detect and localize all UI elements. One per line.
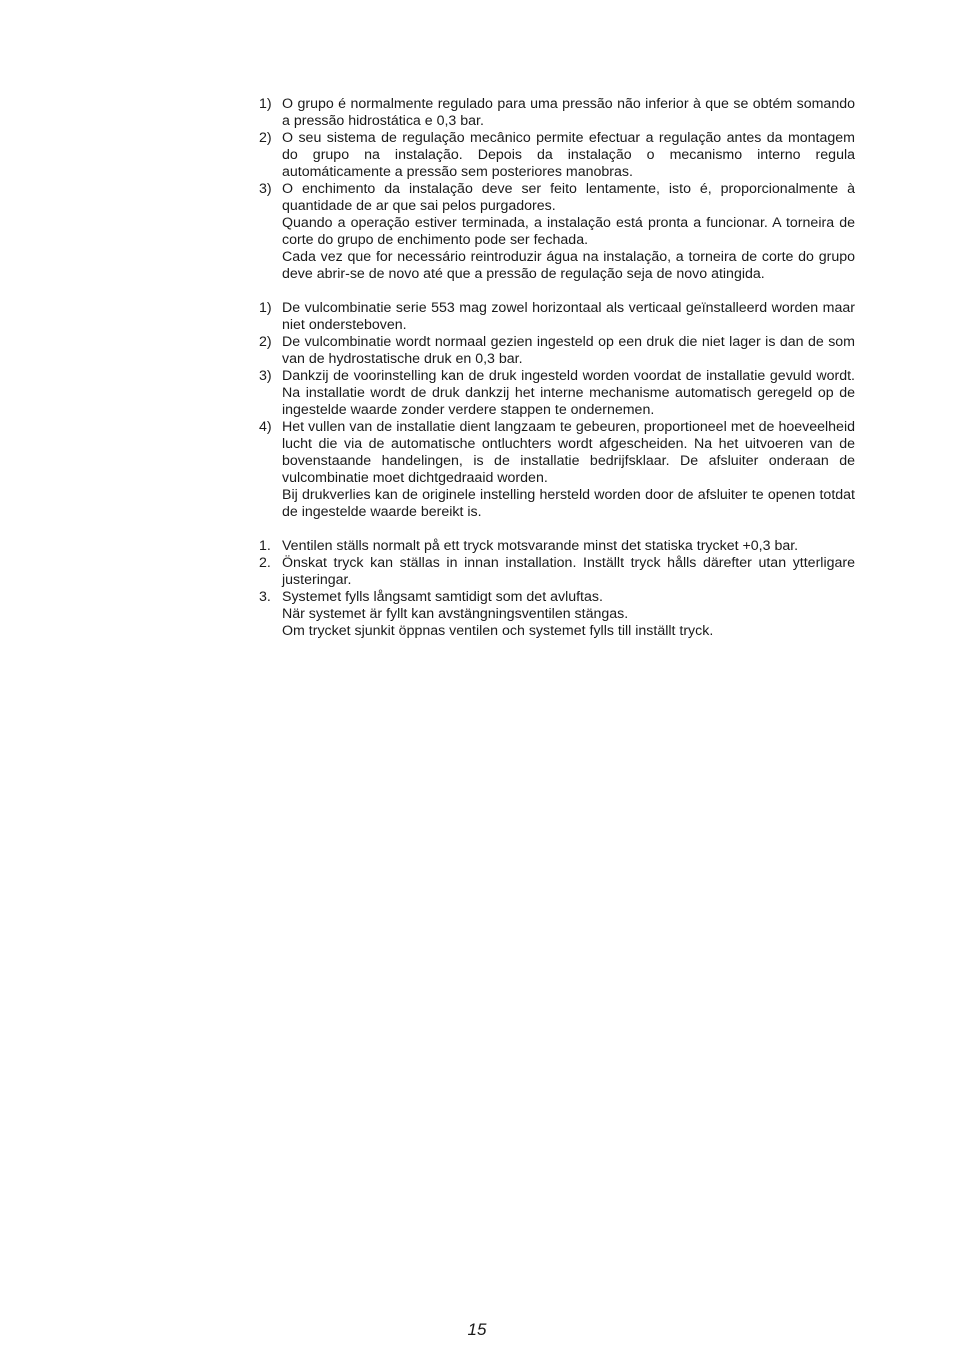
list-item bbox=[259, 181, 855, 283]
item-number: 2) bbox=[259, 334, 272, 350]
item-body bbox=[282, 589, 855, 640]
paragraph: Bij drukverlies kan de originele instelling hersteld worden door de afsluiter te openen totdat de ingestelde waarde bereikt is. bbox=[282, 487, 855, 520]
paragraph: Ventilen ställs normalt på ett tryck motsvarande minst det statiska trycket +0,3 bar. bbox=[282, 538, 799, 554]
item-number: 2. bbox=[259, 555, 271, 571]
item-number: 3. bbox=[259, 589, 271, 605]
list-item bbox=[259, 130, 855, 181]
paragraph: O seu sistema de regulação mecânico permite efectuar a regulação antes da montagem do grupo na instalação. Depois da instalação o mecanismo interno regula automáticamente a pressão sem posteriores manobras. bbox=[282, 130, 855, 180]
item-body bbox=[282, 555, 855, 589]
item-body bbox=[282, 334, 855, 368]
item-number: 1. bbox=[259, 538, 271, 554]
item-body bbox=[282, 538, 855, 555]
section-dutch bbox=[259, 300, 855, 521]
paragraph: Cada vez que for necessário reintroduzir água na instalação, a torneira de corte do grupo deve abrir-se de novo até que a pressão de regulação seja de novo atingida. bbox=[282, 249, 855, 282]
item-body bbox=[282, 130, 855, 181]
paragraph: Het vullen van de installatie dient langzaam te gebeuren, proportioneel met de hoeveelheid lucht die via de automatische ontluchters wordt afgescheiden. Na het uitvoeren van de bovenstaande handelingen, is de installatie bedrijfsklaar. De afsluiter onderaan de vulcombinatie moet dichtgedraaid worden. bbox=[282, 419, 855, 486]
paragraph: O grupo é normalmente regulado para uma pressão não inferior à que se obtém somando a pressão hidrostática e 0,3 bar. bbox=[282, 96, 855, 129]
item-number: 4) bbox=[259, 419, 272, 435]
paragraph: När systemet är fyllt kan avstängningsventilen stängas. bbox=[282, 606, 629, 622]
section-swedish bbox=[259, 538, 855, 640]
list-item bbox=[259, 589, 855, 640]
paragraph: De vulcombinatie serie 553 mag zowel horizontaal als verticaal geïnstalleerd worden maar niet ondersteboven. bbox=[282, 300, 855, 333]
paragraph: Systemet fylls långsamt samtidigt som det avluftas. bbox=[282, 589, 603, 605]
list-item bbox=[259, 368, 855, 419]
paragraph: Quando a operação estiver terminada, a instalação está pronta a funcionar. A torneira de corte do grupo de enchimento pode ser fechada. bbox=[282, 215, 855, 248]
item-body bbox=[282, 368, 855, 419]
item-number: 3) bbox=[259, 181, 272, 197]
list-item bbox=[259, 300, 855, 334]
list-item bbox=[259, 538, 855, 555]
paragraph: De vulcombinatie wordt normaal gezien ingesteld op een druk die niet lager is dan de som van de hydrostatische druk en 0,3 bar. bbox=[282, 334, 855, 367]
document-body bbox=[259, 96, 855, 640]
list-item bbox=[259, 555, 855, 589]
item-body bbox=[282, 96, 855, 130]
item-number: 2) bbox=[259, 130, 272, 146]
item-body bbox=[282, 300, 855, 334]
page-number: 15 bbox=[467, 1320, 487, 1339]
item-number: 1) bbox=[259, 96, 272, 112]
paragraph: Dankzij de voorinstelling kan de druk ingesteld worden voordat de installatie gevuld wordt. Na installatie wordt de druk dankzij het interne mechanisme automatisch geregeld op de ingestelde waarde zonder verdere stappen te ondernemen. bbox=[282, 368, 855, 418]
list-item bbox=[259, 334, 855, 368]
list-item bbox=[259, 96, 855, 130]
paragraph: O enchimento da instalação deve ser feito lentamente, isto é, proporcionalmente à quantidade de ar que sai pelos purgadores. bbox=[282, 181, 855, 214]
item-body bbox=[282, 419, 855, 521]
paragraph: Om trycket sjunkit öppnas ventilen och systemet fylls till inställt tryck. bbox=[282, 623, 714, 639]
paragraph: Önskat tryck kan ställas in innan installation. Inställt tryck hålls därefter utan ytterligare justeringar. bbox=[282, 555, 855, 588]
item-number: 3) bbox=[259, 368, 272, 384]
section-portuguese bbox=[259, 96, 855, 283]
item-number: 1) bbox=[259, 300, 272, 316]
item-body bbox=[282, 181, 855, 283]
list-item bbox=[259, 419, 855, 521]
